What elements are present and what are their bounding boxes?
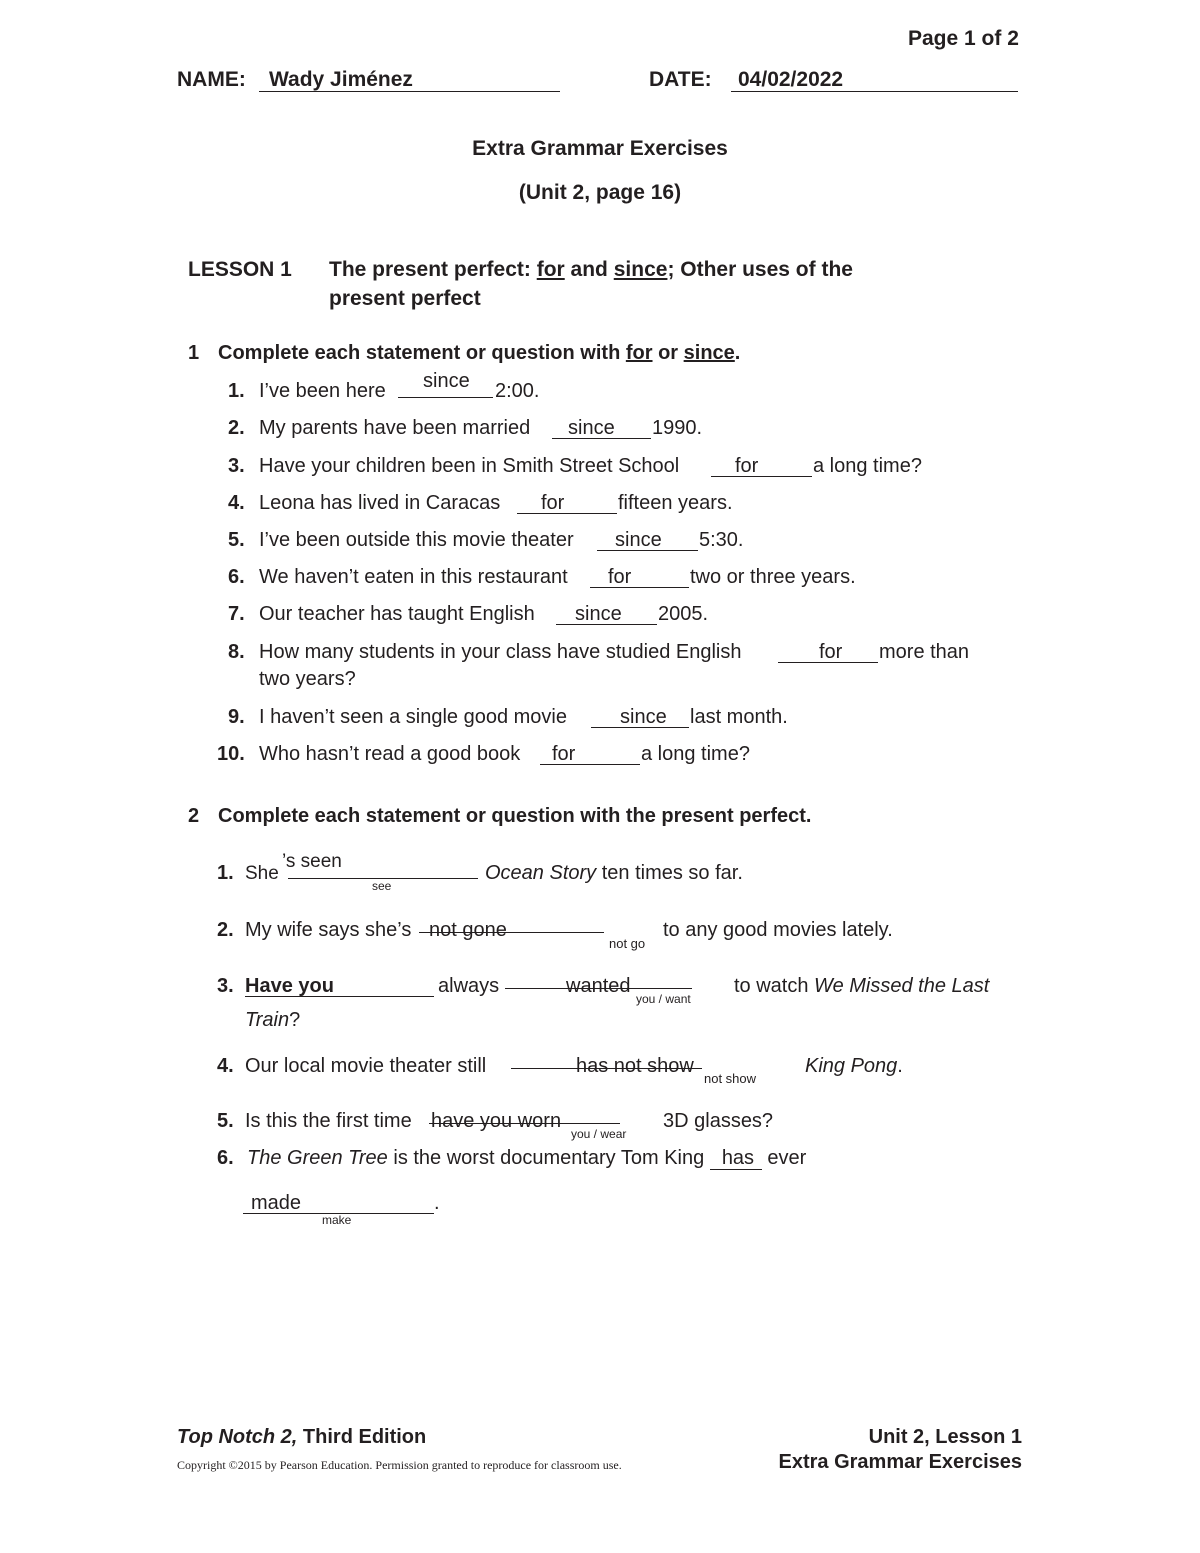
list-item: 1.	[217, 862, 234, 884]
list-item: 10.	[217, 743, 245, 765]
answer-blank[interactable]	[597, 529, 698, 551]
item-text: Our teacher has taught English	[259, 603, 535, 625]
item-text: My parents have been married	[259, 417, 531, 439]
item-text: We haven’t eaten in this restaurant	[259, 566, 568, 588]
item-text: Our local movie theater still	[245, 1055, 487, 1077]
hint-text: see	[372, 879, 392, 893]
answer-blank[interactable]	[282, 851, 478, 879]
list-item: 5.	[228, 529, 245, 551]
list-item: 6.	[217, 1147, 234, 1169]
item-text: The Green Tree is the worst documentary Tom King has ever	[247, 1147, 807, 1169]
hint-text: make	[322, 1213, 352, 1227]
list-item: 4.	[217, 1055, 234, 1077]
answer-text: since	[568, 417, 615, 439]
list-item: 9.	[228, 706, 245, 728]
footer-unit: Unit 2, Lesson 1	[868, 1426, 1022, 1448]
list-item: 8.	[228, 641, 245, 663]
list-item: 2.	[217, 919, 234, 941]
item-text: always	[438, 975, 500, 997]
item-text: more than	[879, 641, 970, 663]
answer-blank[interactable]	[590, 566, 689, 588]
lesson-label: LESSON 1	[188, 258, 292, 281]
list-item: 3.	[228, 455, 245, 477]
footer-extra: Extra Grammar Exercises	[778, 1451, 1022, 1473]
answer-blank[interactable]	[591, 706, 689, 728]
item-text: two years?	[259, 668, 356, 690]
name-value: Wady Jiménez	[269, 68, 413, 91]
item-text: I haven’t seen a single good movie	[259, 706, 567, 728]
list-item: 5.	[217, 1110, 234, 1132]
list-item: 1.	[228, 380, 245, 402]
answer-text[interactable]: wanted	[566, 975, 631, 997]
item-text: She	[245, 863, 279, 884]
item-text: Ocean Story ten times so far.	[485, 862, 743, 884]
item-text: 2:00.	[495, 380, 540, 402]
answer-text: for	[552, 743, 576, 765]
list-item: 6.	[228, 566, 245, 588]
answer-blank[interactable]	[398, 370, 493, 398]
answer-text: for	[735, 455, 759, 477]
answer-blank[interactable]	[243, 1192, 434, 1214]
hint-text: not go	[609, 936, 646, 951]
lesson-title-line2: present perfect	[329, 287, 481, 310]
page-title: Extra Grammar Exercises	[472, 137, 728, 160]
answer-text: since	[575, 603, 622, 625]
item-text: How many students in your class have studied English	[259, 641, 742, 663]
item-text: Who hasn’t read a good book	[259, 743, 521, 765]
answer-text: ’s seen	[282, 851, 342, 872]
date-value: 04/02/2022	[738, 68, 844, 91]
hint-text: you / want	[636, 992, 691, 1006]
exercise-1-number: 1	[188, 342, 200, 364]
exercise-1-instruction: Complete each statement or question with for or since.	[218, 342, 741, 364]
answer-text[interactable]: has not show	[576, 1055, 694, 1077]
answer-blank[interactable]	[778, 641, 878, 663]
item-text: Train?	[245, 1009, 301, 1031]
item-text: 2005.	[658, 603, 709, 625]
page-number: Page 1 of 2	[908, 27, 1019, 50]
item-text: 3D glasses?	[663, 1110, 774, 1132]
list-item: 2.	[228, 417, 245, 439]
item-text: I’ve been outside this movie theater	[259, 529, 574, 551]
item-text: two or three years.	[690, 566, 856, 588]
answer-blank[interactable]	[540, 743, 640, 765]
item-text: 5:30.	[699, 529, 744, 551]
answer-text[interactable]: not gone	[429, 919, 507, 941]
item-text: to watch We Missed the Last	[734, 975, 990, 997]
item-text: fifteen years.	[618, 492, 733, 514]
list-item: 4.	[228, 492, 245, 514]
item-text: 1990.	[652, 417, 703, 439]
answer-blank[interactable]	[556, 603, 657, 625]
item-text: My wife says she’s	[245, 919, 412, 941]
answer-text: made	[251, 1192, 302, 1214]
item-text: a long time?	[813, 455, 922, 477]
item-text: Have your children been in Smith Street School	[259, 455, 680, 477]
answer-text: Have you	[245, 975, 334, 997]
footer-book: Top Notch 2, Third Edition	[177, 1426, 427, 1448]
answer-text: for	[819, 641, 843, 663]
item-text: King Pong.	[805, 1055, 903, 1077]
item-text: Is this the first time	[245, 1110, 412, 1132]
answer-text: since	[423, 370, 470, 392]
item-text: last month.	[690, 706, 788, 728]
answer-blank[interactable]	[711, 455, 812, 477]
answer-text: since	[620, 706, 667, 728]
item-text: Leona has lived in Caracas	[259, 492, 501, 514]
answer-blank[interactable]	[245, 975, 434, 997]
item-text: a long time?	[641, 743, 750, 765]
answer-text[interactable]: have you worn	[431, 1110, 562, 1132]
date-label: DATE:	[649, 68, 712, 91]
answer-text: for	[608, 566, 632, 588]
name-field[interactable]	[259, 69, 560, 92]
hint-text: not show	[704, 1071, 757, 1086]
item-text: to any good movies lately.	[663, 919, 893, 941]
date-field[interactable]	[731, 69, 1018, 92]
lesson-title: The present perfect: for and since; Other uses of the	[329, 258, 853, 281]
name-label: NAME:	[177, 68, 246, 91]
answer-blank[interactable]	[552, 417, 651, 439]
page-subtitle: (Unit 2, page 16)	[518, 181, 682, 204]
item-text: I’ve been here	[259, 380, 386, 402]
answer-blank[interactable]: has	[710, 1148, 762, 1170]
exercise-2-number: 2	[188, 805, 200, 827]
answer-blank[interactable]	[517, 492, 617, 514]
list-item: 3.	[217, 975, 234, 997]
footer-copyright: Copyright ©2015 by Pearson Education. Permission granted to reproduce for classroom use.	[177, 1458, 622, 1472]
hint-text: you / wear	[571, 1127, 627, 1141]
answer-text: since	[615, 529, 662, 551]
item-text: .	[434, 1192, 440, 1214]
list-item: 7.	[228, 603, 245, 625]
answer-text: for	[541, 492, 565, 514]
exercise-2-instruction: Complete each statement or question with the present perfect.	[218, 805, 812, 827]
